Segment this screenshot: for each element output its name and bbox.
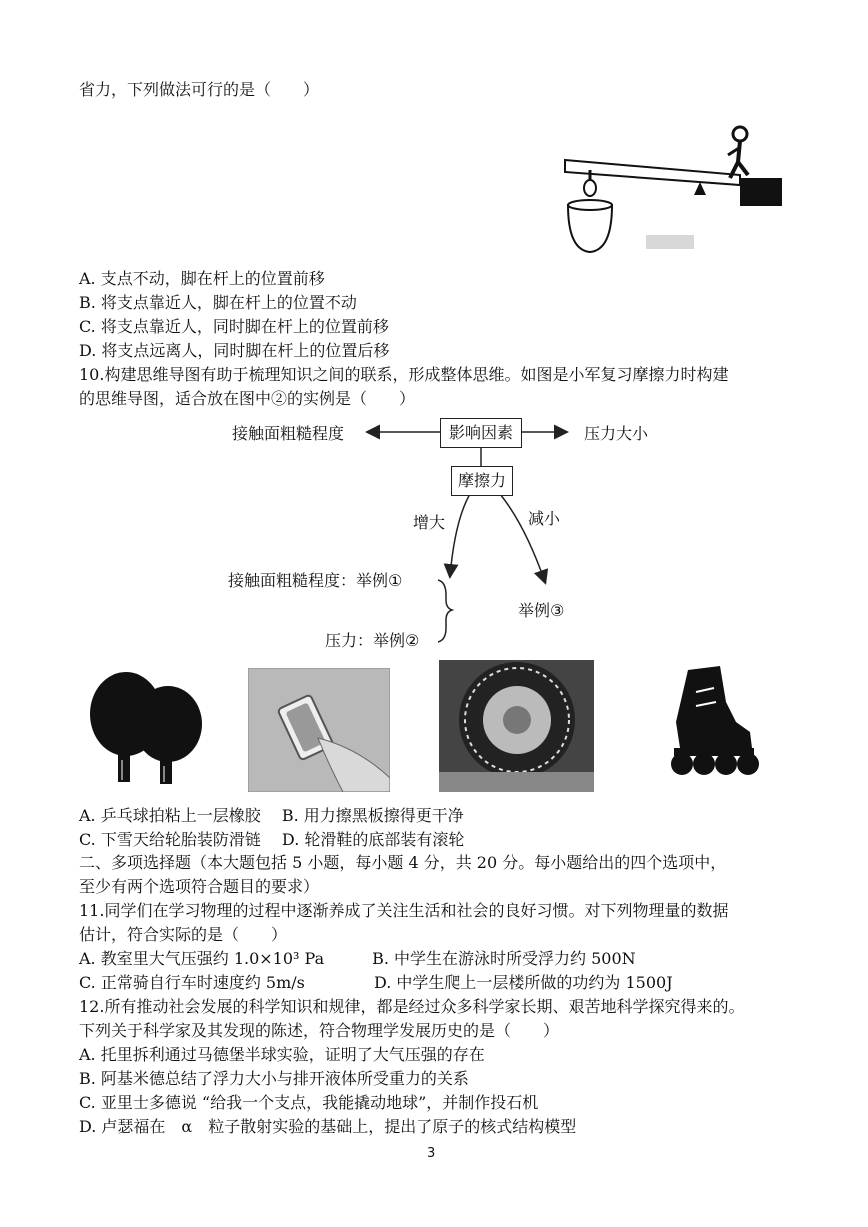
mindmap-center-box: 摩擦力 [451, 466, 513, 496]
section2-line2: 至少有两个选项符合题目的要求） [79, 877, 320, 896]
q11-stem-line1: 11.同学们在学习物理的过程中逐渐养成了关注生活和社会的良好习惯。对下列物理量的数据 [79, 901, 729, 920]
q12-option-d: D. 卢瑟福在 α 粒子散射实验的基础上，提出了原子的核式结构模型 [79, 1117, 577, 1136]
mortar-bowl [568, 205, 612, 252]
roller-skate-image [666, 662, 762, 778]
q9-option-a: A. 支点不动，脚在杆上的位置前移 [79, 269, 325, 288]
person-head [733, 127, 747, 141]
blackboard-eraser-image [248, 668, 390, 792]
q9-option-c: C. 将支点靠近人，同时脚在杆上的位置前移 [79, 317, 389, 336]
q9-option-b: B. 将支点靠近人，脚在杆上的位置不动 [79, 293, 357, 312]
q11-options-line1: A. 教室里大气压强约 1.0×10³ Pa B. 中学生在游泳时所受浮力约 500N [79, 949, 636, 968]
fulcrum [694, 182, 706, 195]
q12-option-c: C. 亚里士多德说 “给我一个支点，我能撬动地球”，并制作投石机 [79, 1093, 539, 1112]
mindmap-decrease: 减小 [528, 509, 561, 528]
page-number: 3 [427, 1146, 436, 1161]
q10-options-line2: C. 下雪天给轮胎装防滑链 D. 轮滑鞋的底部装有滚轮 [79, 830, 465, 849]
q12-option-b: B. 阿基米德总结了浮力大小与排开液体所受重力的关系 [79, 1069, 469, 1088]
lever-figure [540, 120, 800, 260]
section2-line1: 二、多项选择题（本大题包括 5 小题，每小题 4 分，共 20 分。每小题给出的四个选项中， [79, 853, 727, 872]
q9-option-d: D. 将支点远离人，同时脚在杆上的位置后移 [79, 341, 390, 360]
q9-stem-tail: 省力，下列做法可行的是（ ） [79, 80, 320, 99]
mindmap-example2: 压力：举例② [325, 631, 420, 650]
mindmap-example1: 接触面粗糙程度：举例① [228, 571, 403, 590]
q11-stem-line2: 估计，符合实际的是（ ） [79, 925, 288, 944]
snow-chain-tire-image [439, 660, 594, 792]
stone-block [740, 178, 782, 206]
mindmap-example3: 举例③ [518, 601, 565, 620]
q10-options-line1: A. 乒乓球拍粘上一层橡胶 B. 用力擦黑板擦得更干净 [79, 806, 464, 825]
brace [438, 580, 452, 642]
mindmap-left-factor: 接触面粗糙程度 [232, 424, 345, 443]
q12-stem-line1: 12.所有推动社会发展的科学知识和规律，都是经过众多科学家长期、艰苦地科学探究得来的。 [79, 997, 745, 1016]
mindmap-right-factor: 压力大小 [584, 424, 649, 443]
mindmap-increase: 增大 [413, 513, 446, 532]
q10-stem-line1: 10.构建思维导图有助于梳理知识之间的联系，形成整体思维。如图是小军复习摩擦力时构建 [79, 365, 729, 384]
q12-option-a: A. 托里拆利通过马德堡半球实验，证明了大气压强的存在 [79, 1045, 485, 1064]
mindmap-factors-box: 影响因素 [440, 418, 522, 448]
q11-options-line2: C. 正常骑自行车时速度约 5m/s D. 中学生爬上一层楼所做的功约为 1500J [79, 973, 673, 992]
q12-stem-line2: 下列关于科学家及其发现的陈述，符合物理学发展历史的是（ ） [79, 1021, 560, 1040]
q10-stem-line2: 的思维导图，适合放在图中②的实例是（ ） [79, 389, 416, 408]
ping-pong-paddles-image [86, 666, 206, 786]
